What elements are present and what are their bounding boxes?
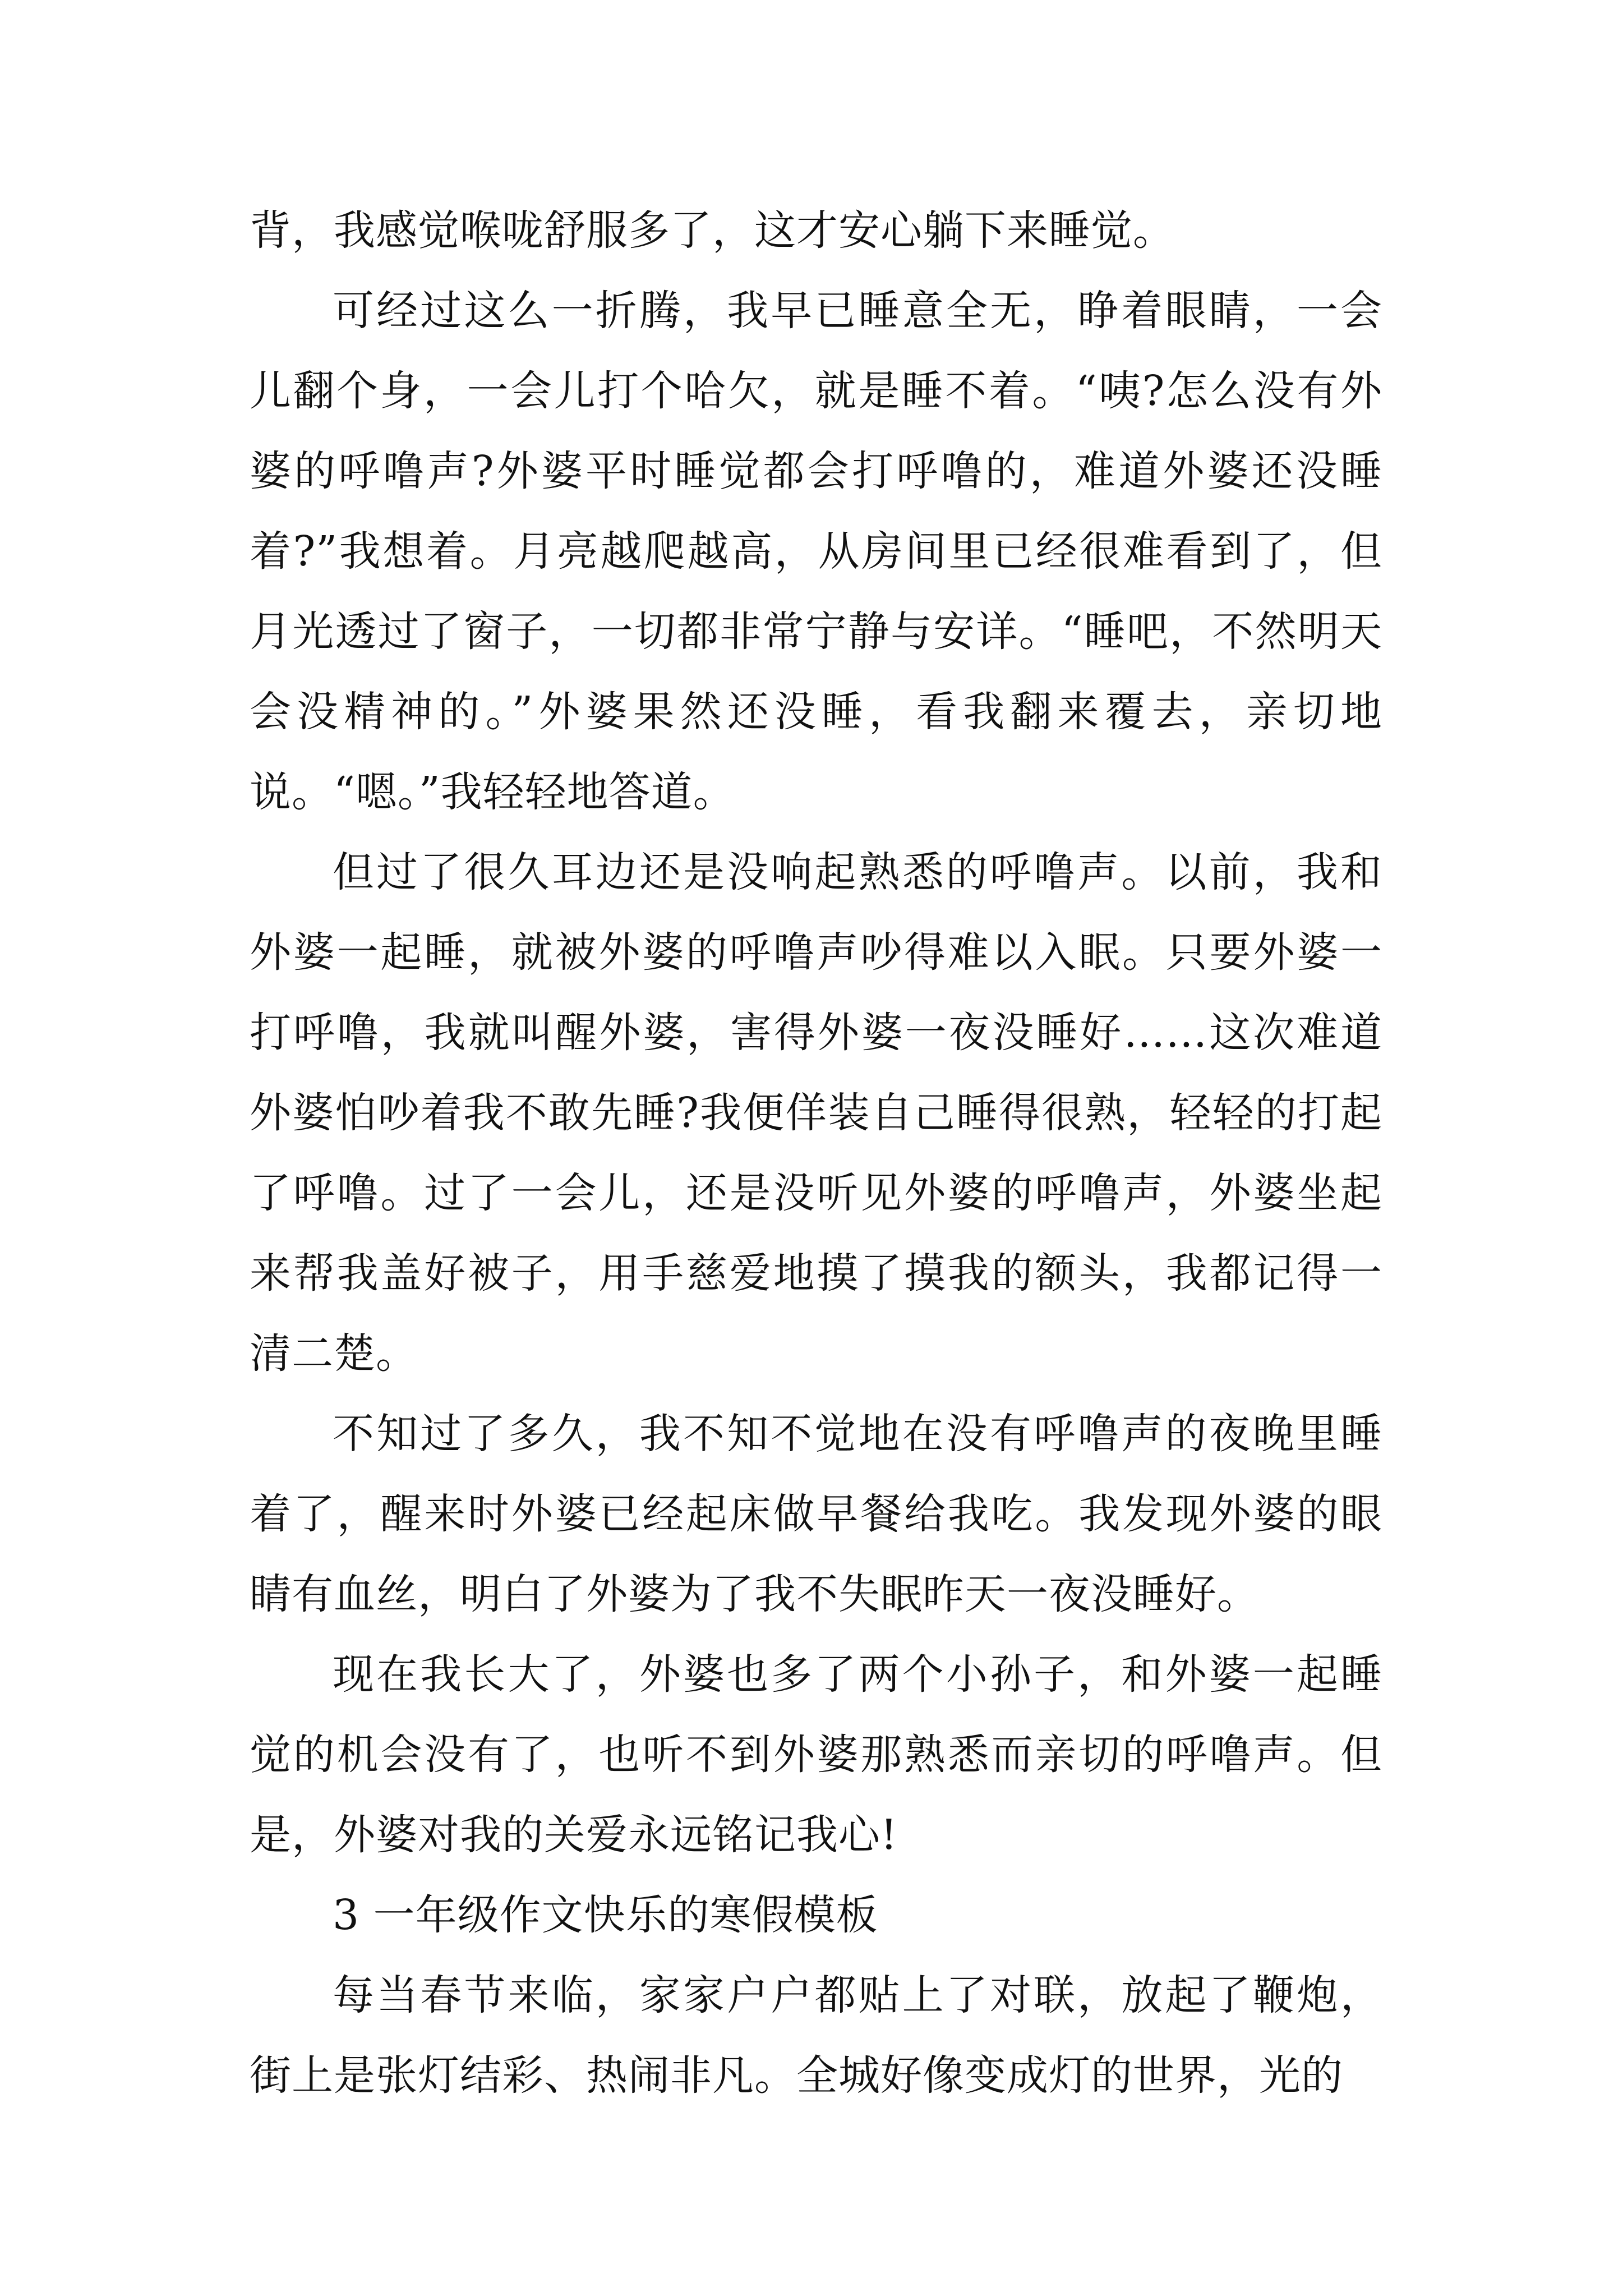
- section-heading: 3 一年级作文快乐的寒假模板: [333, 1891, 878, 1939]
- paragraph-snoring: 但过了很久耳边还是没响起熟悉的呼噜声。以前，我和外婆一起睡，就被外婆的呼噜声吵得难以入眠。只要外婆一打呼噜，我就叫醒外婆，害得外婆一夜没睡好……这次难道外婆怕吵着我不敢先睡?我便佯装自己睡得很熟，轻轻的打起了呼噜。过了一会儿，还是没听见外婆的呼噜声，外婆坐起来帮我盖好被子，用手慈爱地摸了摸我的额头，我都记得一清二楚。: [250, 848, 1382, 1378]
- paragraph-grown-up: 现在我长大了，外婆也多了两个小孙子，和外婆一起睡觉的机会没有了，也听不到外婆那熟悉而亲切的呼噜声。但是，外婆对我的关爱永远铭记我心!: [250, 1650, 1382, 1859]
- document-body: [250, 191, 1382, 2116]
- paragraph-continuation: 背，我感觉喉咙舒服多了，这才安心躺下来睡觉。: [250, 206, 1175, 255]
- paragraph-morning: 不知过了多久，我不知不觉地在没有呼噜声的夜晚里睡着了，醒来时外婆已经起床做早餐给我吃。我发现外婆的眼睛有血丝，明白了外婆为了我不失眠昨天一夜没睡好。: [250, 1410, 1382, 1618]
- paragraph-spring-festival: 每当春节来临，家家户户都贴上了对联，放起了鞭炮，街上是张灯结彩、热闹非凡。全城好像变成灯的世界，光的: [250, 1971, 1382, 2100]
- paragraph-sleepless: 可经过这么一折腾，我早已睡意全无，睁着眼睛，一会儿翻个身，一会儿打个哈欠，就是睡不着。“咦?怎么没有外婆的呼噜声?外婆平时睡觉都会打呼噜的，难道外婆还没睡着?”我想着。月亮越爬越高，从房间里已经很难看到了，但月光透过了窗子，一切都非常宁静与安详。“睡吧，不然明天会没精神的。”外婆果然还没睡，看我翻来覆去，亲切地说。“嗯。”我轻轻地答道。: [250, 287, 1382, 816]
